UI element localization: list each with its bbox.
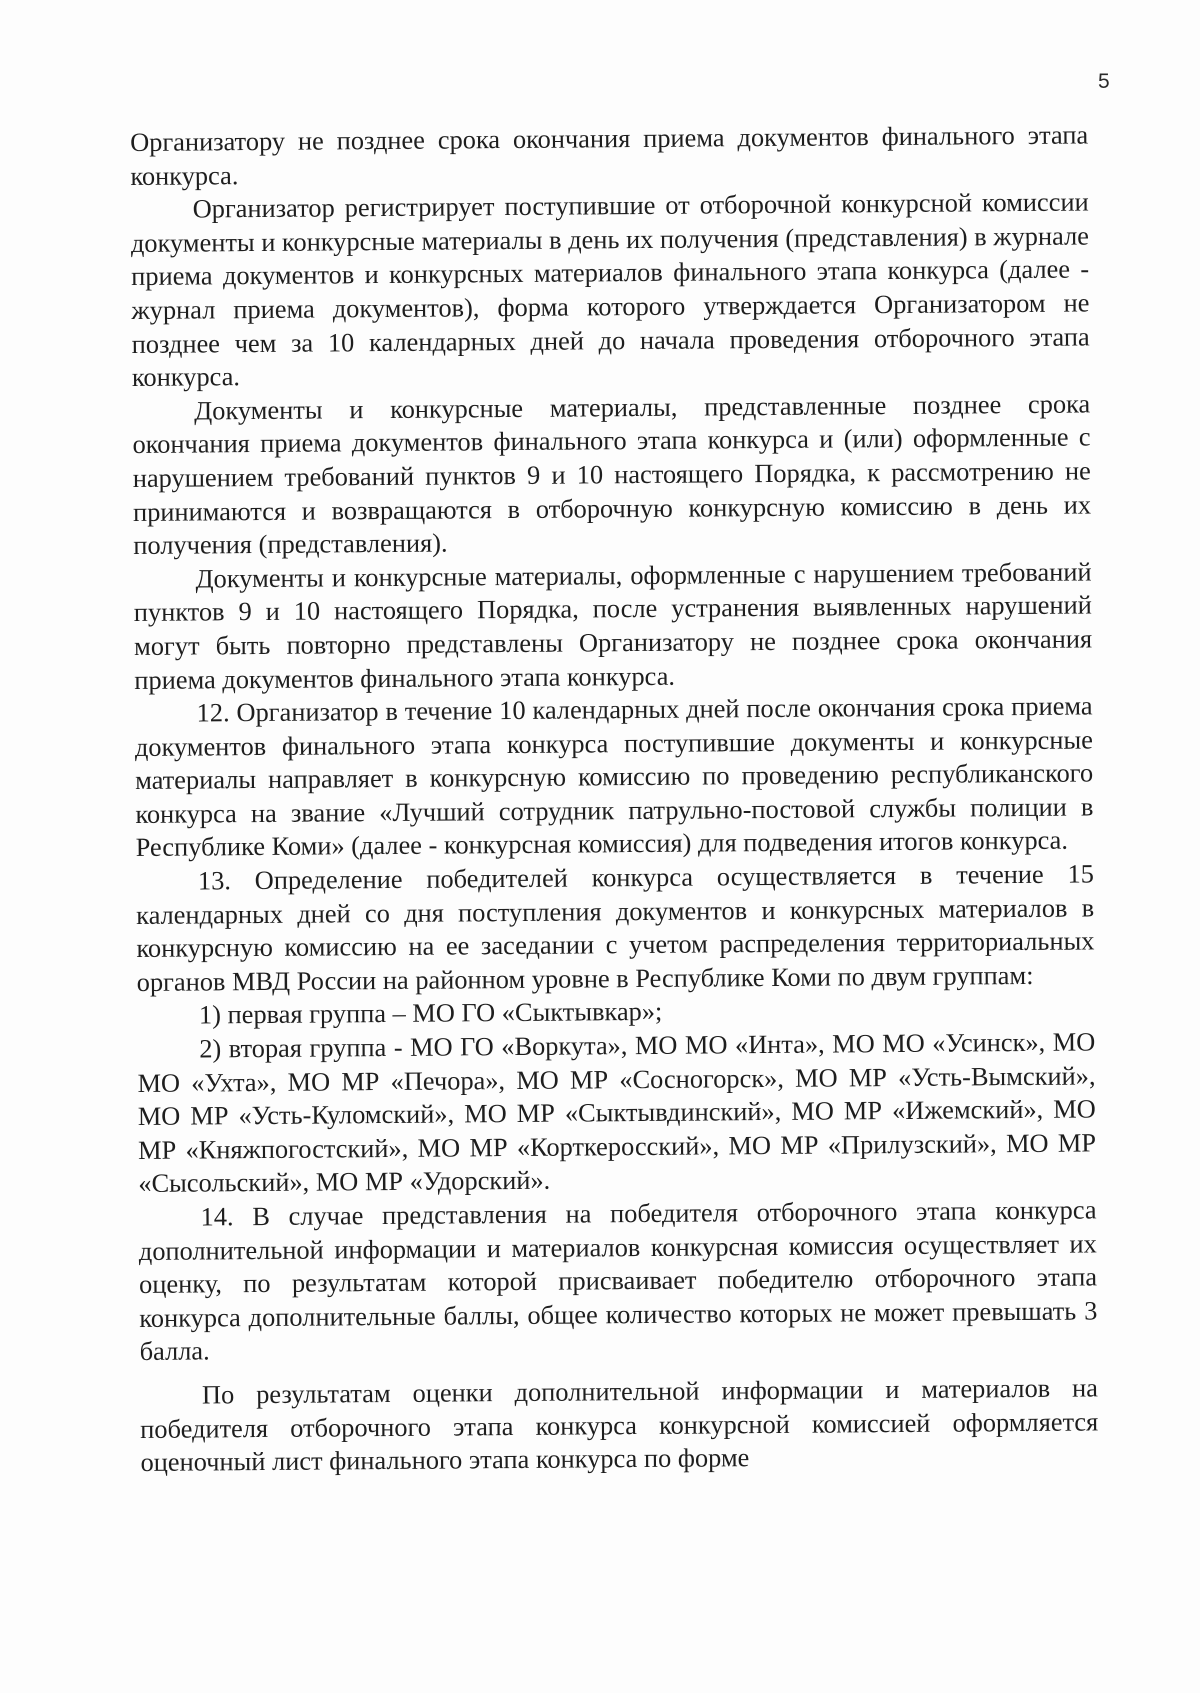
paragraph-resubmission: Документы и конкурсные материалы, оформленные с нарушением требований пунктов 9 и 10 настоящего Порядка, после устранения выявленных нарушений могут быть повторно представлены Организатору не позднее срока окончания приема документов финального этапа конкурса. (133, 556, 1093, 695)
paragraph-item-14: 14. В случае представления на победителя отборочного этапа конкурса дополнительной информации и материалов конкурсная комиссия осуществляет их оценку, по результатам которой присваивает победителю отборочного этапа конкурса дополнительные баллы, общее количество которых не может превышать 3 балла. (138, 1194, 1098, 1367)
paragraph-late-documents: Документы и конкурсные материалы, представленные позднее срока окончания приема документов финального этапа конкурса и (или) оформленные с нарушением требований пунктов 9 и 10 настоящего Порядка, к рассмотрению не принимаются и возвращаются в отборочную конкурсную комиссию в день их получения (представления). (132, 388, 1092, 561)
page-number: 5 (1098, 70, 1110, 93)
paragraph-group-2: 2) вторая группа - МО ГО «Воркута», МО МО «Инта», МО МО «Усинск», МО МО «Ухта», МО МР «Печора», МО МР «Сосногорск», МО МР «Усть-Вымский», МО МР «Усть-Куломский», МО МР «Сыктывдинский», МО МР «Ижемский», МО МР «Княжпогостский», МО МР «Корткеросский», МО МР «Прилузский», МО МР «Сысольский», МО МР «Удорский». (137, 1026, 1097, 1199)
paragraph-item-12: 12. Организатор в течение 10 календарных дней после окончания срока приема документов финального этапа конкурса поступившие документы и конкурсные материалы направляет в конкурсную комиссию по проведению республиканского конкурса на звание «Лучший сотрудник патрульно-постовой службы полиции в Республике Коми» (далее - конкурсная комиссия) для подведения итогов конкурса. (134, 690, 1094, 863)
paragraph-item-13: 13. Определение победителей конкурса осуществляется в течение 15 календарных дней со дня поступления документов и конкурсных материалов в конкурсную комиссию на ее заседании с учетом распределения территориальных органов МВД России на районном уровне в Республике Коми по двум группам: (136, 858, 1095, 997)
document-body (130, 118, 1099, 1479)
paragraph-evaluation: По результатам оценки дополнительной информации и материалов на победителя отборочного этапа конкурса конкурсной комиссией оформляется оценочный лист финального этапа конкурса по форме (140, 1372, 1099, 1478)
paragraph-continuation: Организатору не позднее срока окончания приема документов финального этапа конкурса. (130, 119, 1089, 191)
paragraph-group-1: 1) первая группа – МО ГО «Сыктывкар»; (198, 996, 663, 1030)
paragraph-registration: Организатор регистрирует поступившие от отборочной конкурсной комиссии документы и конкурсные материалы в день их получения (представления) в журнале приема документов и конкурсных материалов финального этапа конкурса (далее - журнал приема документов), форма которого утверждается Организатором не позднее чем за 10 календарных дней до начала проведения отборочного этапа конкурса. (130, 186, 1090, 393)
